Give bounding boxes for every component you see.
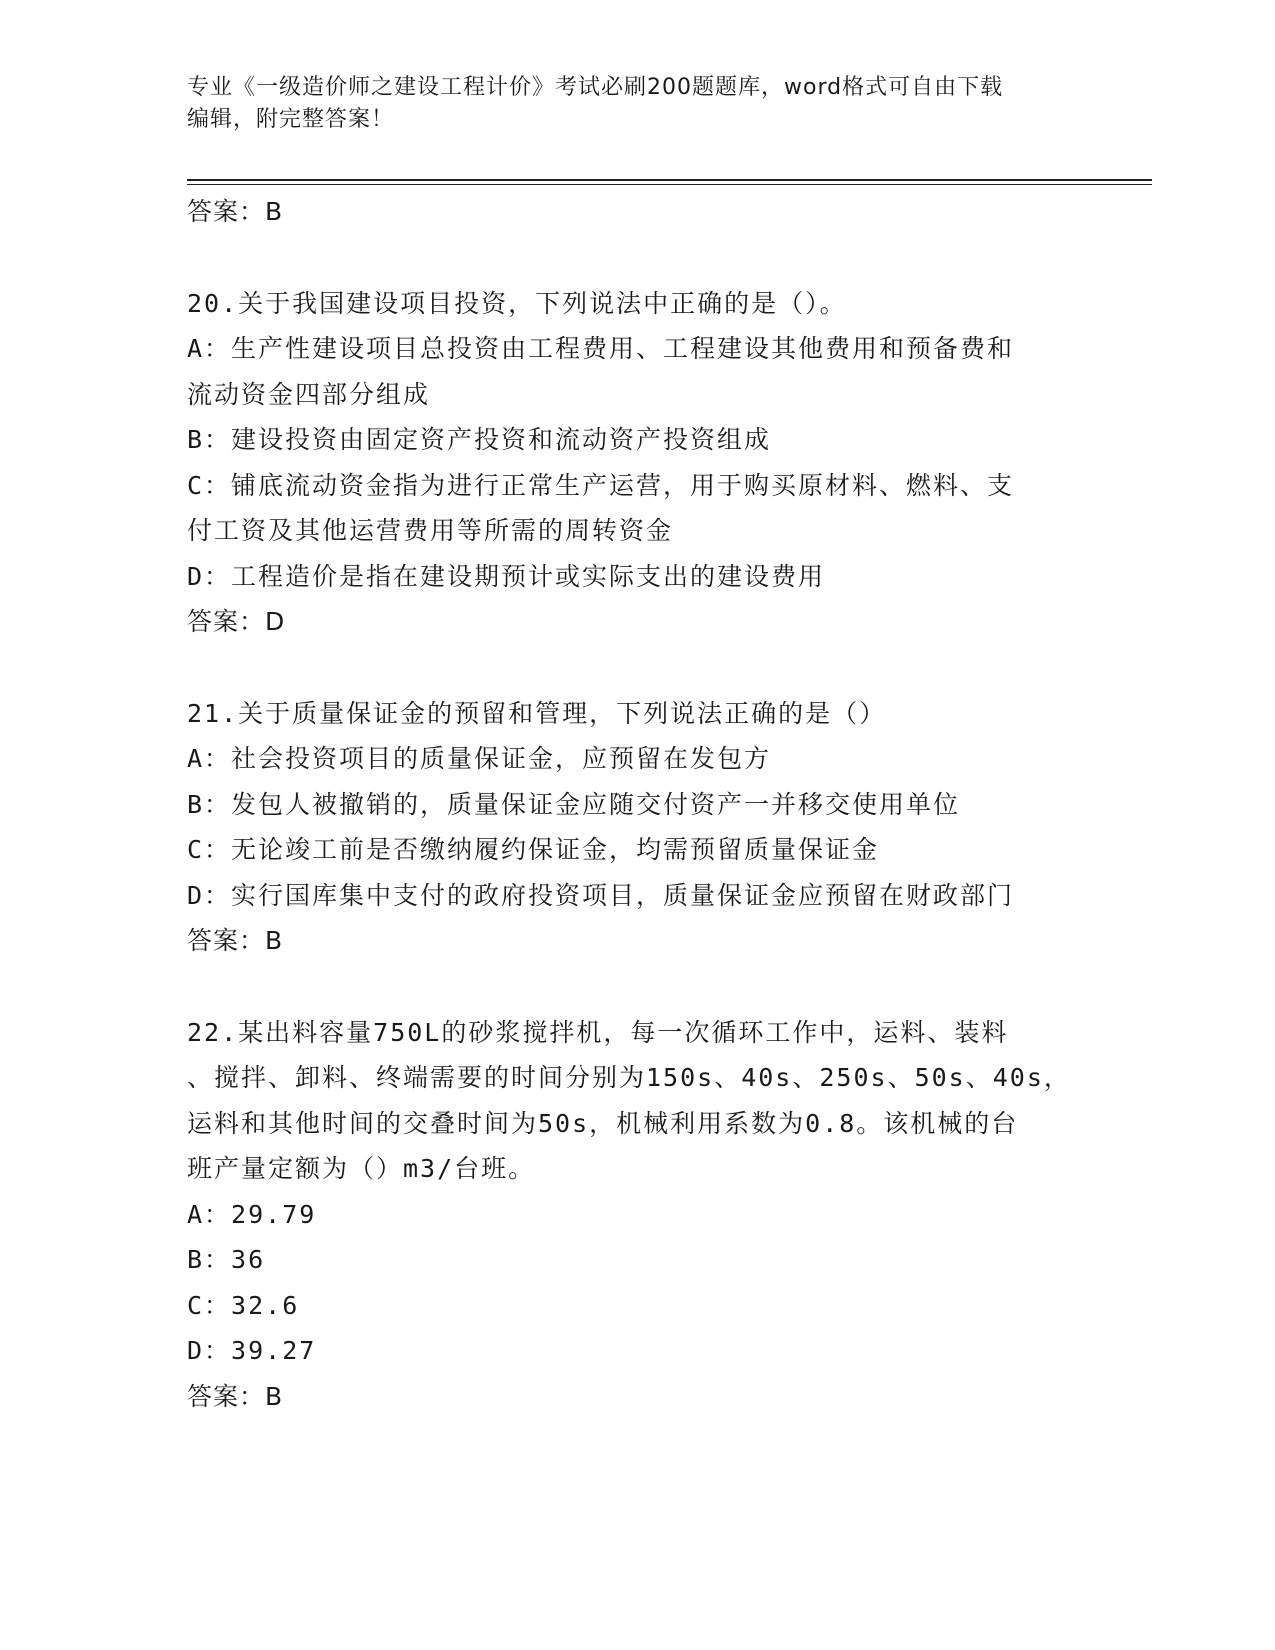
page-header	[187, 72, 1067, 136]
option-a: A：生产性建设项目总投资由工程费用、工程建设其他费用和预备费和	[187, 334, 1015, 363]
question-20	[187, 281, 1087, 645]
option-c-continued: 付工资及其他运营费用等所需的周转资金	[187, 516, 674, 545]
header-line-1: 专业《一级造价师之建设工程计价》考试必刷200题题库，word格式可自由下载	[187, 75, 1004, 100]
answer: 答案：B	[187, 1381, 284, 1411]
answer: 答案：D	[187, 607, 286, 636]
question-22	[187, 1010, 1087, 1420]
option-d: D：39.27	[187, 1336, 317, 1365]
header-rule-thick	[187, 179, 1152, 181]
option-a: A：社会投资项目的质量保证金，应预留在发包方	[187, 744, 772, 773]
option-d: D：实行国库集中支付的政府投资项目，质量保证金应预留在财政部门	[187, 880, 1015, 910]
previous-answer: 答案：B	[187, 197, 284, 226]
question-stem: 20.关于我国建设项目投资，下列说法中正确的是（）。	[187, 288, 847, 318]
option-b: B：建设投资由固定资产投资和流动资产投资组成	[187, 425, 772, 454]
option-a: A：29.79	[187, 1199, 317, 1229]
header-rule-thin	[187, 184, 1152, 185]
option-b: B：发包人被撤销的，质量保证金应随交付资产一并移交使用单位	[187, 789, 961, 819]
spacer	[187, 235, 1087, 281]
question-21	[187, 691, 1087, 964]
document-body	[187, 189, 1087, 1419]
option-a-continued: 流动资金四部分组成	[187, 379, 431, 409]
answer: 答案：B	[187, 926, 284, 955]
option-c: C：铺底流动资金指为进行正常生产运营，用于购买原材料、燃料、支	[187, 470, 1015, 500]
header-line-2: 编辑，附完整答案！	[187, 107, 395, 132]
option-d: D：工程造价是指在建设期预计或实际支出的建设费用	[187, 561, 826, 591]
option-b: B：36	[187, 1245, 266, 1274]
question-stem-continued: 、搅拌、卸料、终端需要的时间分别为150s、40s、250s、50s、40s，	[187, 1063, 1071, 1092]
question-stem: 22.某出料容量750L的砂浆搅拌机，每一次循环工作中，运料、装料	[187, 1017, 1009, 1047]
option-c: C：32.6	[187, 1290, 300, 1320]
option-c: C：无论竣工前是否缴纳履约保证金，均需预留质量保证金	[187, 835, 880, 864]
question-stem-continued: 运料和其他时间的交叠时间为50s，机械利用系数为0.8。该机械的台	[187, 1108, 1019, 1138]
spacer	[187, 964, 1087, 1010]
question-stem: 21.关于质量保证金的预留和管理，下列说法正确的是（）	[187, 698, 887, 728]
question-stem-continued: 班产量定额为（）m3/台班。	[187, 1154, 536, 1183]
spacer	[187, 645, 1087, 691]
